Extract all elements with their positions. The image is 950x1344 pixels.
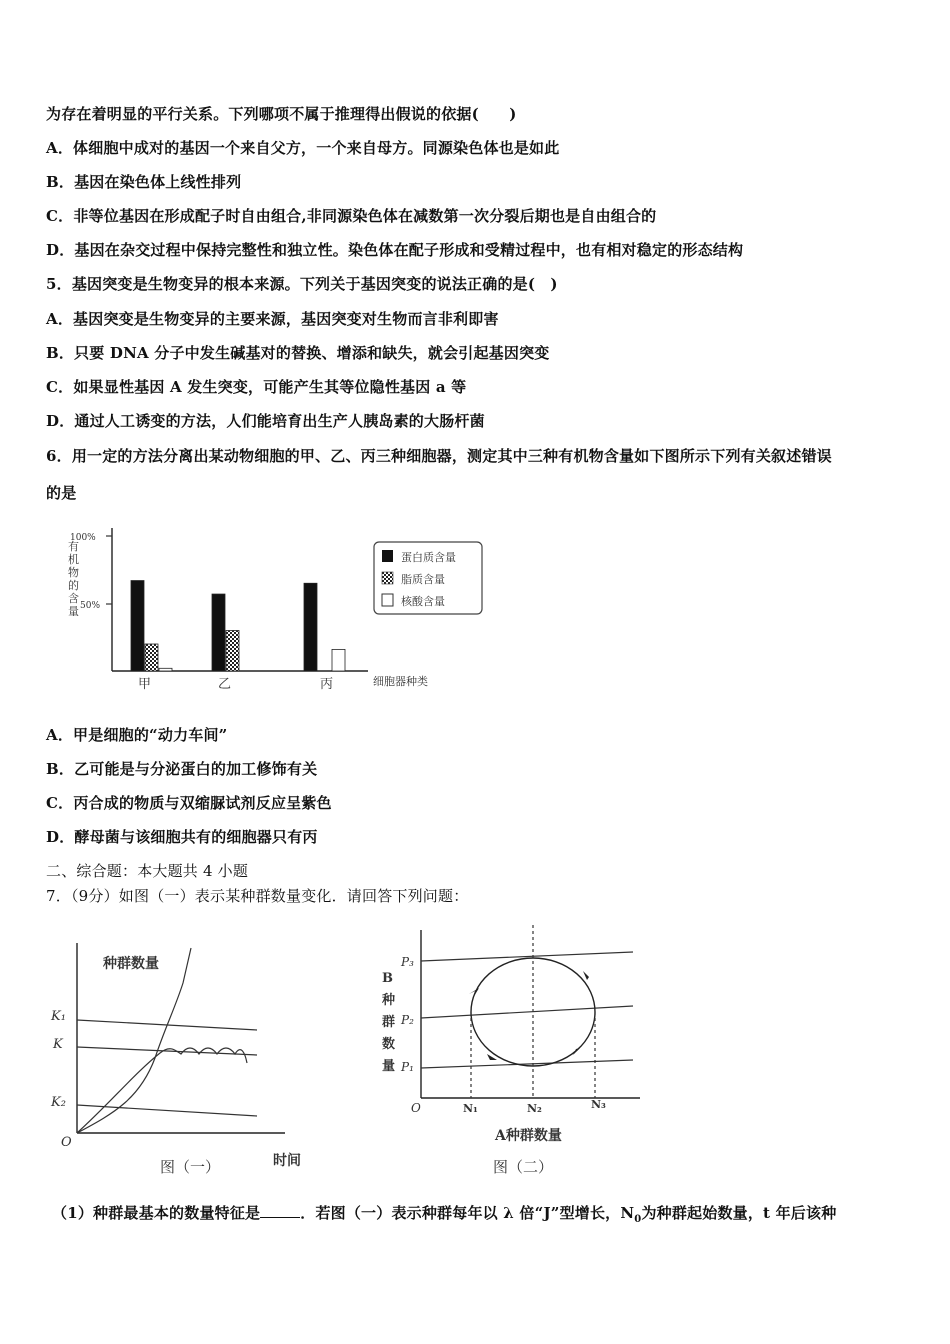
fig2-n3: N₃	[591, 1098, 606, 1111]
fig2-origin: O	[411, 1101, 421, 1115]
bar-nucleic-2	[332, 649, 345, 671]
option-b: B．只要 DNA 分子中发生碱基对的替换、增添和缺失，就会引起基因突变	[46, 344, 550, 362]
fig2-p2-line	[421, 1006, 633, 1018]
option-a: A．甲是细胞的“动力车间”	[46, 726, 228, 744]
option-d: D．酵母菌与该细胞共有的细胞器只有丙	[46, 828, 318, 846]
q7-1-sub: 0	[634, 1214, 642, 1225]
svg-text:有: 有	[68, 540, 79, 553]
legend-swatch-lipid	[382, 572, 393, 584]
option-d: D．基因在杂交过程中保持完整性和独立性。染色体在配子形成和受精过程中，也有相对稳定的形态结构	[46, 241, 744, 259]
figure-1-population-curve	[45, 928, 335, 1178]
x-cat-yi: 乙	[218, 677, 232, 692]
legend-swatch-nucleic	[382, 594, 393, 606]
question-5: 5．基因突变是生物变异的根本来源。下列关于基因突变的说法正确的是( )	[46, 275, 558, 293]
fig2-p1-line	[421, 1060, 633, 1068]
bar-protein-1	[212, 594, 225, 671]
organelle-bar-chart	[58, 520, 538, 700]
answer-blank[interactable]	[260, 1203, 300, 1218]
fig1-s-curve	[77, 1048, 247, 1133]
option-c: C．如果显性基因 A 发生突变，可能产生其等位隐性基因 a 等	[46, 378, 467, 396]
fig1-xlabel: 时间	[273, 1153, 301, 1169]
svg-text:物: 物	[68, 566, 79, 579]
fig2-p3-line	[421, 952, 633, 961]
fig2-p1: P₁	[401, 1060, 414, 1074]
svg-text:数: 数	[382, 1037, 396, 1052]
svg-text:含: 含	[68, 592, 79, 605]
fig2-arrow	[583, 971, 589, 980]
q7-1-text-a: （1）种群最基本的数量特征是	[52, 1204, 261, 1222]
x-cat-jia: 甲	[138, 677, 152, 692]
svg-text:种: 种	[382, 993, 396, 1008]
y-tick-100: 100%	[70, 533, 96, 543]
bar-protein-0	[131, 581, 144, 671]
option-b: B．基因在染色体上线性排列	[46, 173, 242, 191]
fig2-n2: N₂	[527, 1102, 542, 1115]
svg-text:量: 量	[382, 1059, 396, 1074]
question-6: 6．用一定的方法分离出某动物细胞的甲、乙、丙三种细胞器，测定其中三种有机物含量如下图所示下列有关叙述错误	[46, 447, 832, 465]
q7-1-text-b: ．若图（一）表示种群每年以 λ 倍“J”型增长，N	[300, 1204, 635, 1222]
option-a: A．基因突变是生物变异的主要来源，基因突变对生物而言非利即害	[46, 310, 499, 328]
fig2-xlabel: A种群数量	[495, 1128, 562, 1144]
figure-2-predator-prey	[375, 920, 665, 1180]
y-tick-50: 50%	[80, 601, 101, 611]
bar-lipid-1	[226, 631, 239, 672]
svg-text:机: 机	[68, 553, 79, 566]
option-b: B．乙可能是与分泌蛋白的加工修饰有关	[46, 760, 318, 778]
q7-1-text-c: 为种群起始数量，t 年后该种	[641, 1204, 837, 1222]
option-c: C．丙合成的物质与双缩脲试剂反应呈紫色	[46, 794, 332, 812]
x-axis-label: 细胞器种类	[373, 675, 428, 688]
fig1-k1: K₁	[51, 1009, 66, 1024]
fig2-ylabel	[381, 971, 396, 1074]
option-c: C．非等位基因在形成配子时自由组合,非同源染色体在减数第一次分裂后期也是自由组合的	[46, 207, 657, 225]
legend-swatch-protein	[382, 550, 393, 562]
fig1-origin: O	[61, 1135, 72, 1150]
fig1-ylabel: 种群数量	[103, 956, 159, 972]
fig2-caption: 图（二）	[493, 1158, 554, 1176]
fig1-k: K	[53, 1037, 63, 1052]
legend-protein: 蛋白质含量	[401, 551, 456, 564]
svg-text:的: 的	[68, 579, 79, 592]
fig2-p2: P₂	[401, 1013, 414, 1027]
option-a: A．体细胞中成对的基因一个来自父方，一个来自母方。同源染色体也是如此	[46, 139, 560, 157]
svg-text:量: 量	[68, 605, 79, 618]
fig1-j-curve	[77, 948, 191, 1133]
bar-nucleic-0	[159, 668, 172, 671]
question-6-cont: 的是	[46, 484, 77, 502]
svg-text:B: B	[382, 971, 393, 986]
y-axis-label	[68, 540, 79, 618]
fig2-n1: N₁	[463, 1102, 478, 1115]
text-line: 为存在着明显的平行关系。下列哪项不属于推理得出假说的依据( )	[46, 105, 517, 123]
bar-lipid-0	[145, 644, 158, 671]
x-cat-bing: 丙	[320, 677, 334, 692]
section-heading: 二、综合题：本大题共 4 小题	[46, 862, 249, 880]
option-d: D．通过人工诱变的方法，人们能培育出生产人胰岛素的大肠杆菌	[46, 412, 485, 430]
fig1-caption: 图（一）	[160, 1158, 221, 1176]
fig2-p3: P₃	[401, 955, 414, 969]
fig1-k-line	[77, 1047, 257, 1055]
fig1-k2: K₂	[51, 1095, 66, 1110]
svg-text:群: 群	[382, 1015, 396, 1030]
legend-nucleic: 核酸含量	[401, 595, 445, 608]
question-7-part-1	[52, 1202, 836, 1225]
legend-lipid: 脂质含量	[401, 573, 445, 586]
question-7: 7．（9分）如图（一）表示某种群数量变化．请回答下列问题：	[46, 887, 469, 905]
bar-protein-2	[304, 583, 317, 671]
